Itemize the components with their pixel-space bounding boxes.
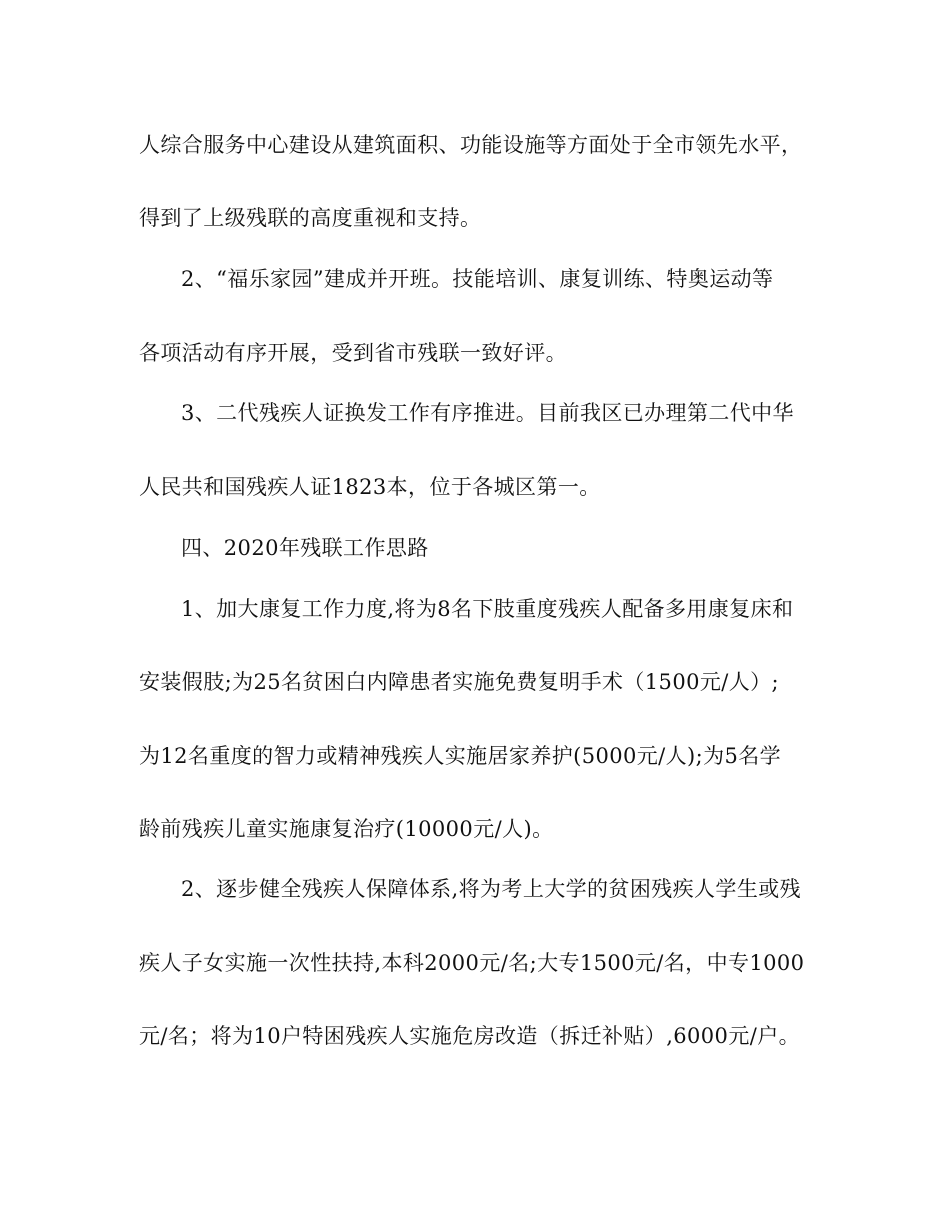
text-line-10: 为12名重度的智力或精神残疾人实施居家养护(5000元/人);为5名学	[139, 744, 782, 768]
text-line-14: 元/名；将为10户特困残疾人实施危房改造（拆迁补贴）,6000元/户。	[139, 1024, 800, 1048]
text-line-1: 人综合服务中心建设从建筑面积、功能设施等方面处于全市领先水平，	[139, 133, 803, 157]
text-line-13: 疾人子女实施一次性扶持,本科2000元/名;大专1500元/名，中专1000	[139, 951, 805, 975]
text-line-2: 得到了上级残联的高度重视和支持。	[139, 206, 482, 230]
paragraph-2-start: 2、“福乐家园”建成并开班。技能培训、康复训练、特奥运动等	[181, 267, 774, 291]
section-heading: 四、2020年残联工作思路	[181, 536, 429, 560]
text-line-4: 各项活动有序开展，受到省市残联一致好评。	[139, 341, 567, 365]
paragraph-2b-start: 2、逐步健全残疾人保障体系,将为考上大学的贫困残疾人学生或残	[181, 877, 802, 901]
text-line-9: 安装假肢;为25名贫困白内障患者实施免费复明手术（1500元/人）;	[139, 670, 779, 694]
text-line-6: 人民共和国残疾人证1823本，位于各城区第一。	[139, 475, 601, 499]
text-line-11: 龄前残疾儿童实施康复治疗(10000元/人)。	[139, 817, 554, 841]
paragraph-1-start: 1、加大康复工作力度,将为8名下肢重度残疾人配备多用康复床和	[181, 597, 794, 621]
paragraph-3-start: 3、二代残疾人证换发工作有序推进。目前我区已办理第二代中华	[181, 401, 794, 425]
